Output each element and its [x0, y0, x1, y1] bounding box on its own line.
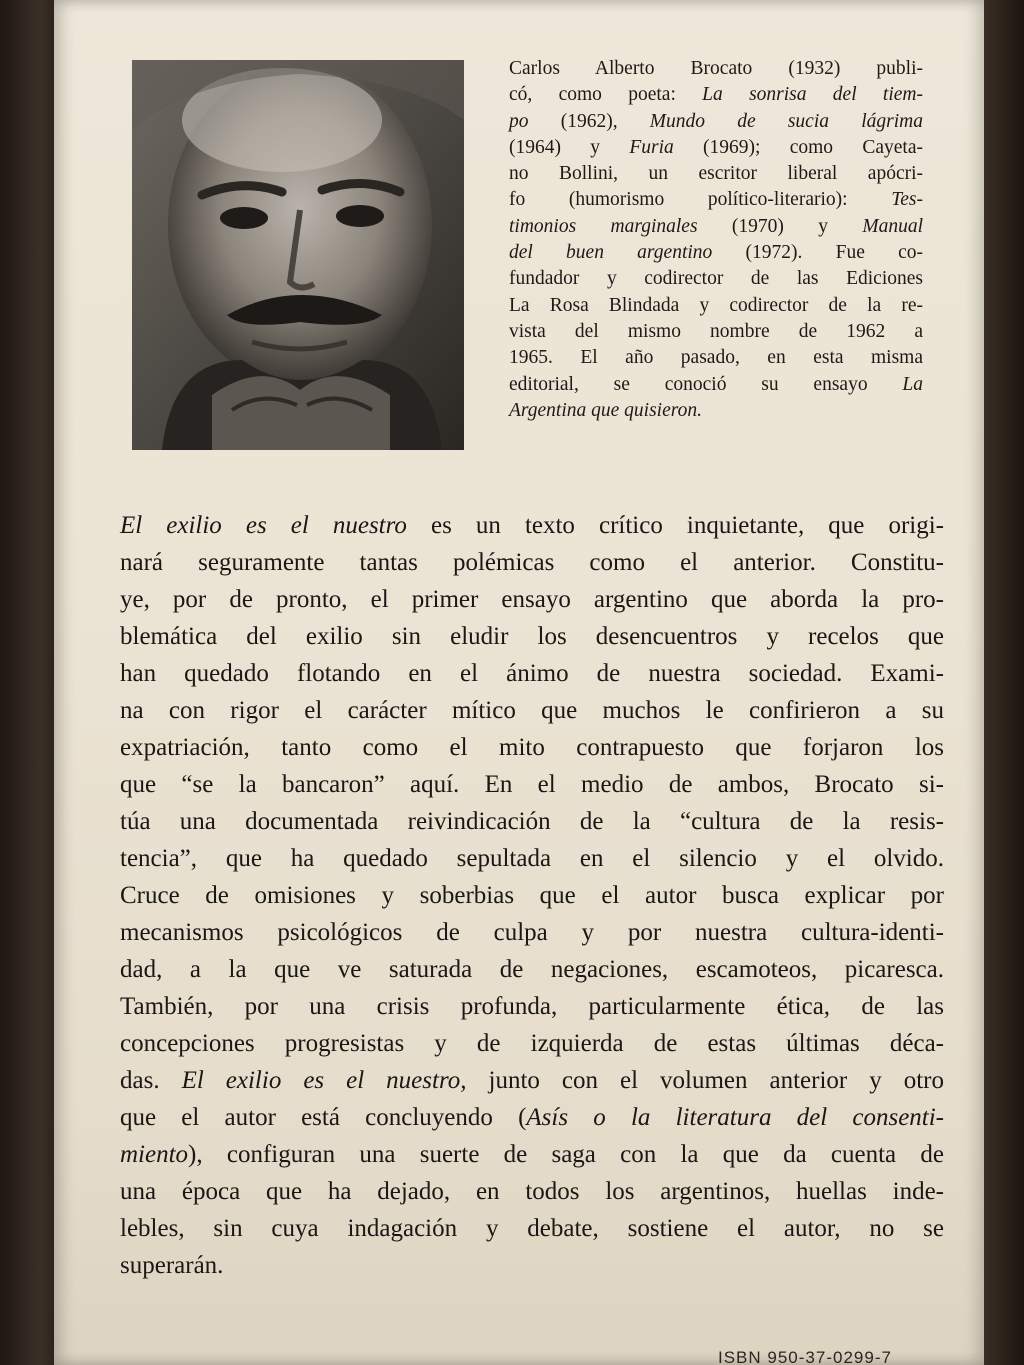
book-description [120, 507, 944, 1284]
bio-line: Argentina que quisieron. [509, 399, 702, 421]
isbn-number: ISBN 950-37-0299-7 [718, 1348, 892, 1365]
description-line: miento), configuran una suerte de saga con la que da cuenta de [120, 1141, 944, 1168]
bio-line: editorial, se conoció su ensayo La [509, 373, 923, 395]
description-line: superarán. [120, 1252, 224, 1279]
bio-line: timonios marginales (1970) y Manual [509, 215, 923, 237]
description-line: lebles, sin cuya indagación y debate, sostiene el autor, no se [120, 1215, 944, 1242]
bio-line: (1964) y Furia (1969); como Cayeta- [509, 136, 923, 158]
author-portrait-image [132, 60, 464, 450]
back-cover-page [54, 0, 984, 1365]
description-line: nará seguramente tantas polémicas como el anterior. Constitu- [120, 549, 944, 576]
bio-line: Carlos Alberto Brocato (1932) publi- [509, 58, 923, 79]
description-line: das. El exilio es el nuestro, junto con el volumen anterior y otro [120, 1067, 944, 1094]
bio-line: del buen argentino (1972). Fue co- [509, 242, 923, 264]
description-line: que “se la bancaron” aquí. En el medio de ambos, Brocato si- [120, 771, 944, 798]
bio-line: có, como poeta: La sonrisa del tiem- [509, 84, 924, 106]
description-line: concepciones progresistas y de izquierda de estas últimas déca- [120, 1030, 944, 1057]
description-line: blemática del exilio sin eludir los desencuentros y recelos que [120, 623, 944, 650]
bio-line: no Bollini, un escritor liberal apócri- [509, 163, 923, 185]
bio-line: vista del mismo nombre de 1962 a [509, 320, 923, 342]
description-line: túa una documentada reivindicación de la “cultura de la resis- [120, 808, 944, 835]
description-line: Cruce de omisiones y soberbias que el autor busca explicar por [120, 882, 944, 909]
author-biography [509, 56, 923, 424]
description-line: ye, por de pronto, el primer ensayo argentino que aborda la pro- [120, 586, 944, 613]
bio-line: po (1962), Mundo de sucia lágrima [509, 110, 923, 132]
description-line: expatriación, tanto como el mito contrapuesto que forjaron los [120, 734, 944, 761]
author-portrait-photo [132, 60, 464, 450]
description-line: tencia”, que ha quedado sepultada en el silencio y el olvido. [120, 845, 944, 872]
description-line: una época que ha dejado, en todos los argentinos, huellas inde- [120, 1178, 944, 1205]
description-line: na con rigor el carácter mítico que muchos le confirieron a su [120, 697, 944, 724]
bio-line: fo (humorismo político-literario): Tes- [509, 189, 923, 211]
bio-line: 1965. El año pasado, en esta misma [509, 347, 923, 369]
bio-line: La Rosa Blindada y codirector de la re- [509, 294, 923, 316]
description-line: han quedado flotando en el ánimo de nuestra sociedad. Exami- [120, 660, 944, 687]
description-line: El exilio es el nuestro es un texto crítico inquietante, que origi- [120, 512, 944, 539]
description-line: dad, a la que ve saturada de negaciones, escamoteos, picaresca. [120, 956, 944, 983]
description-line: También, por una crisis profunda, particularmente ética, de las [120, 993, 944, 1020]
bio-line: fundador y codirector de las Ediciones [509, 268, 923, 290]
description-line: mecanismos psicológicos de culpa y por nuestra cultura-identi- [120, 919, 944, 946]
description-line: que el autor está concluyendo (Asís o la literatura del consenti- [120, 1104, 945, 1131]
